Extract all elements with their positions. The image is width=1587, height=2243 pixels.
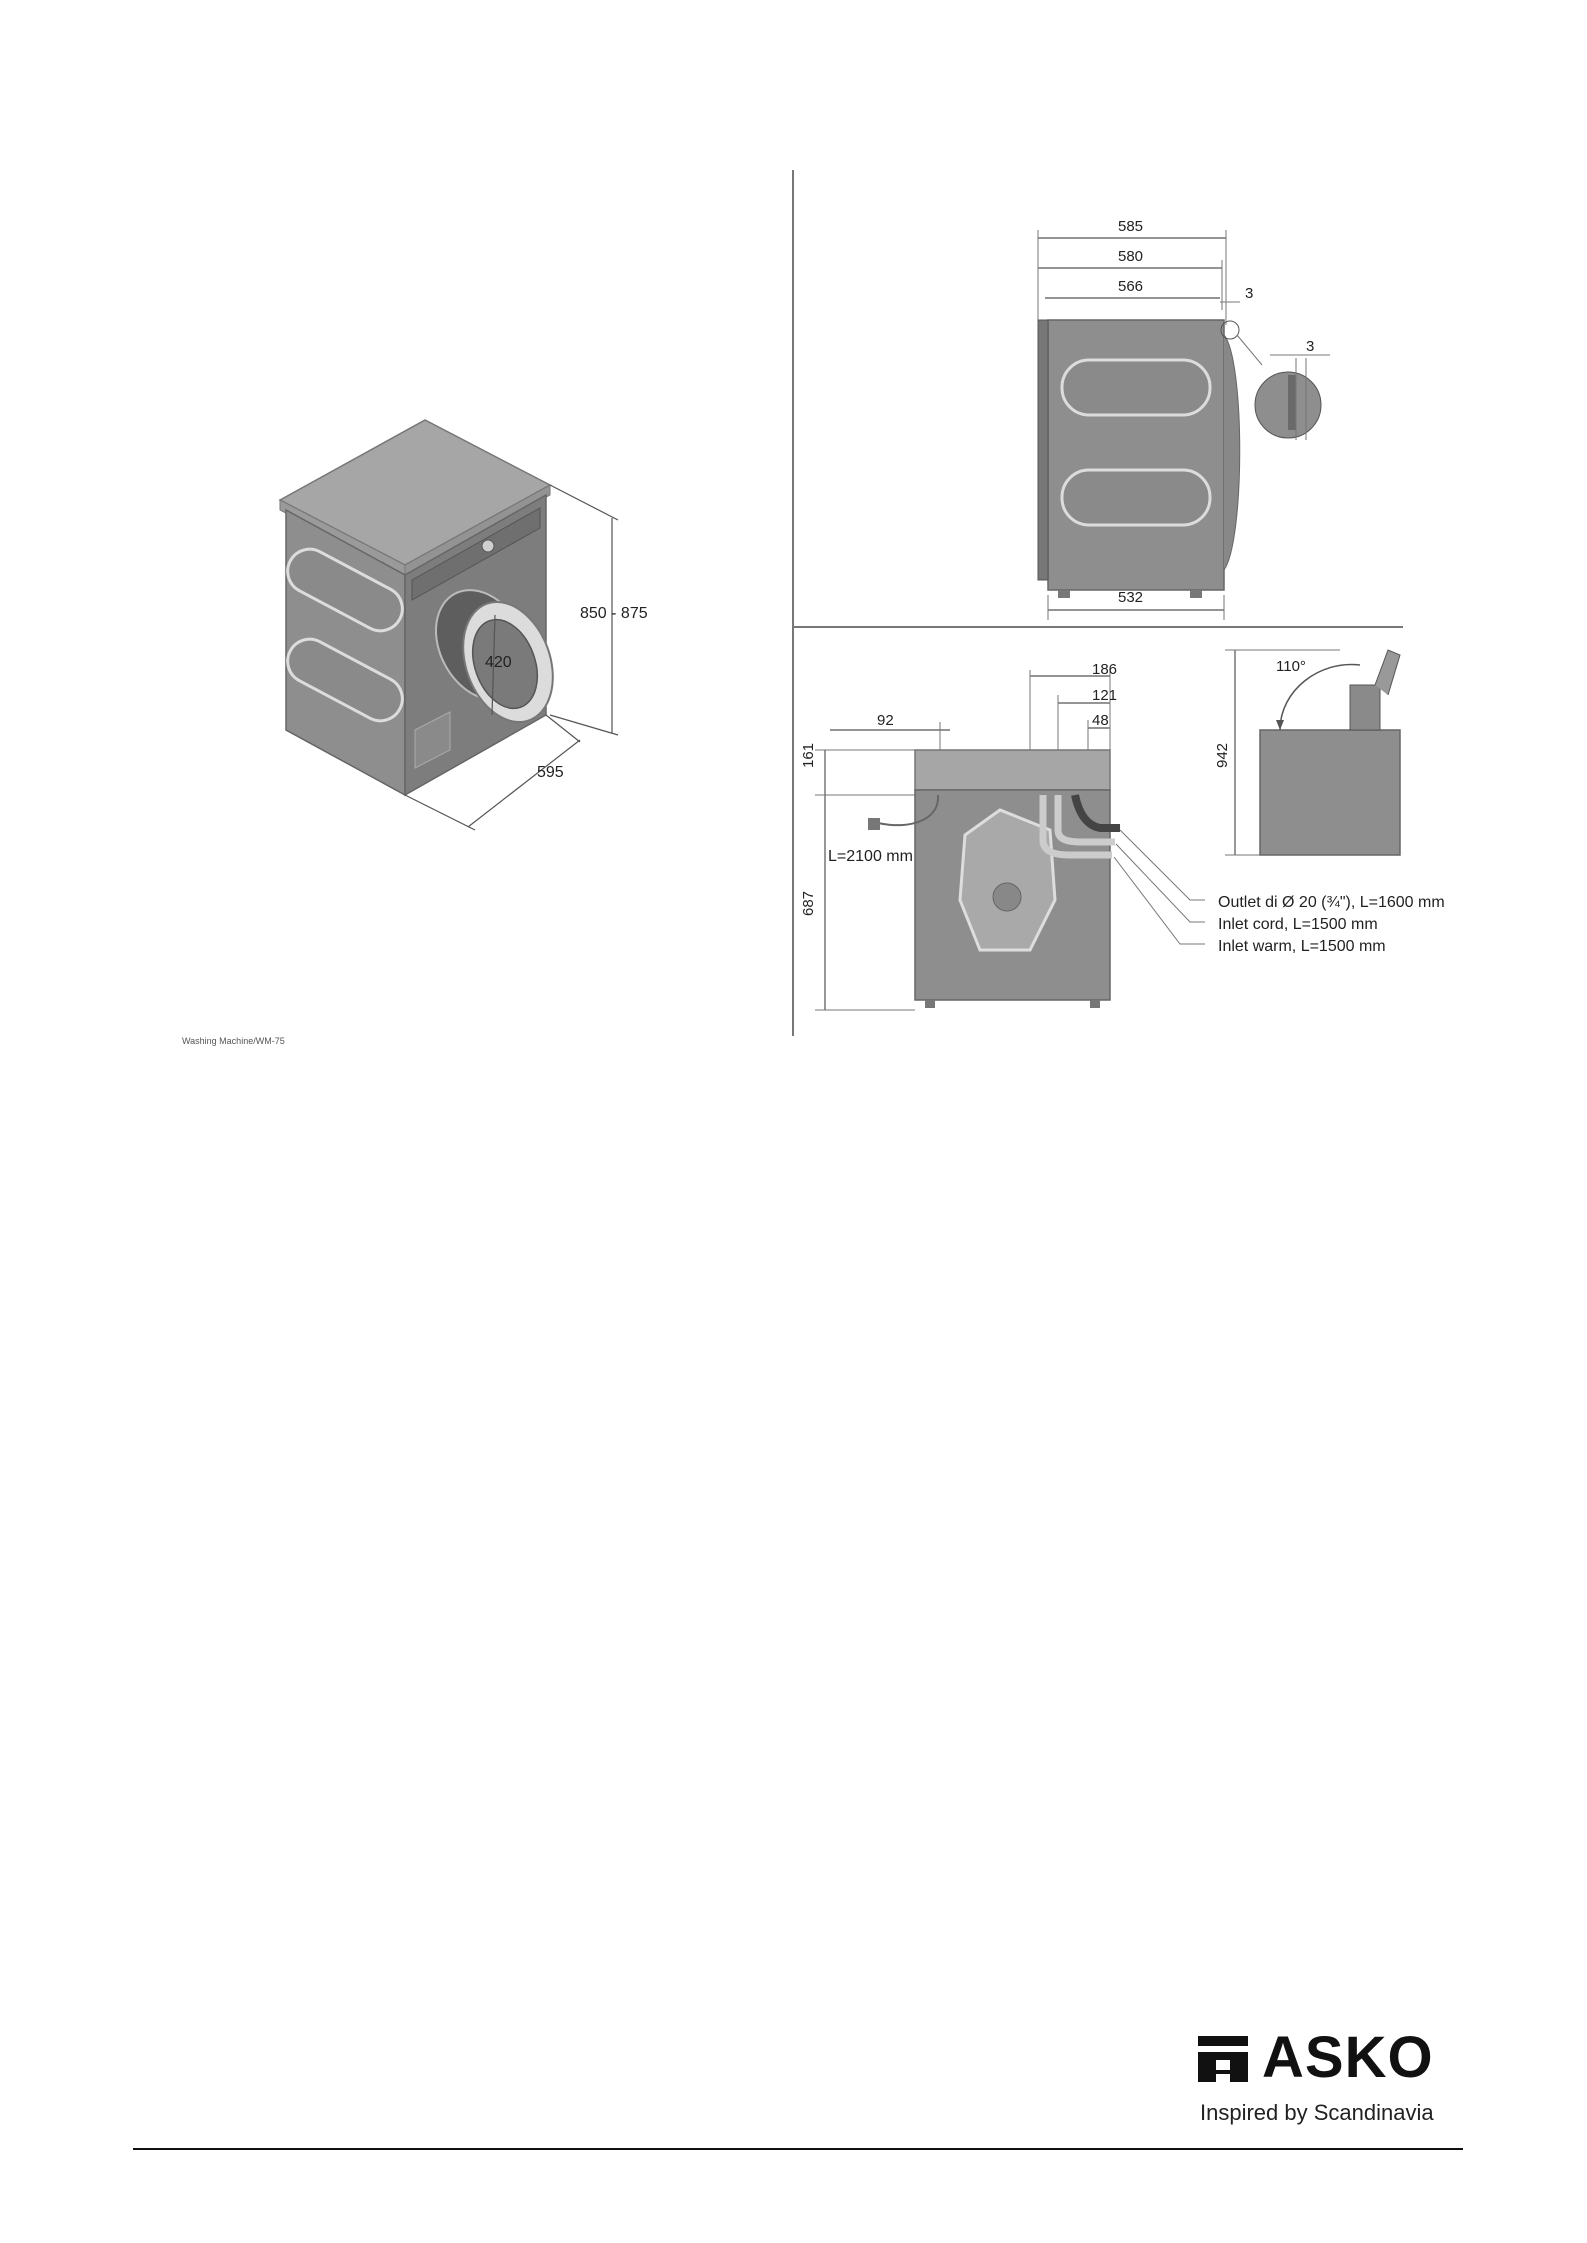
height-ext-bottom (550, 715, 618, 735)
width-dim-label: 595 (537, 764, 564, 781)
side-view (1030, 210, 1370, 630)
dim-580-label: 580 (1118, 248, 1144, 265)
lid-angle-label: 110° (1276, 658, 1306, 675)
rear-hub (993, 883, 1021, 911)
lid-view-drawer (1350, 685, 1380, 730)
power-cable-label: L=2100 mm (828, 848, 913, 865)
program-knob (482, 540, 494, 552)
side-pill-upper (1062, 360, 1210, 415)
dim-687-label: 687 (800, 890, 817, 916)
dim-92-label: 92 (877, 712, 894, 729)
dim-532-label: 532 (1118, 589, 1144, 606)
dim-3b-label: 3 (1306, 338, 1315, 355)
lid-angle-arrow (1276, 720, 1284, 730)
front-panel (1038, 320, 1048, 580)
inlet-cold-label: Inlet cord, L=1500 mm (1218, 916, 1378, 933)
side-pill-lower (1062, 470, 1210, 525)
dim-3a-label: 3 (1245, 285, 1254, 302)
power-plug (868, 818, 880, 830)
foot-rear (1190, 590, 1202, 598)
brand-name: ASKO (1262, 2025, 1434, 2090)
dim-942-label: 942 (1214, 742, 1231, 768)
inlet-warm-label: Inlet warm, L=1500 mm (1218, 938, 1386, 955)
detail-leader (1237, 335, 1262, 365)
outlet-leader (1120, 830, 1205, 900)
rear-top-panel (915, 750, 1110, 790)
dim-121-label: 121 (1092, 687, 1118, 704)
dim-585-label: 585 (1118, 218, 1144, 235)
rear-foot-left (925, 1000, 935, 1008)
rear-foot-right (1090, 1000, 1100, 1008)
asko-logo-icon (1198, 2036, 1248, 2082)
cold-leader (1116, 844, 1205, 922)
height-ext-top (550, 485, 618, 520)
dim-566-label: 566 (1118, 278, 1144, 295)
dim-48-label: 48 (1092, 712, 1109, 729)
outlet-label: Outlet di Ø 20 (¾"), L=1600 mm (1218, 894, 1445, 911)
width-dim-line (468, 740, 580, 827)
figure-caption: Washing Machine/WM-75 (182, 1036, 285, 1046)
height-dim-label: 850 - 875 (580, 605, 648, 622)
foot-front (1058, 590, 1070, 598)
rear-bulge (1224, 335, 1240, 570)
lid-view-body (1260, 730, 1400, 855)
vertical-divider (792, 170, 794, 1036)
detail-edge (1288, 375, 1296, 430)
dim-186-label: 186 (1092, 661, 1118, 678)
footer-rule (133, 2148, 1463, 2150)
width-ext-left (405, 795, 475, 830)
door-dim-label: 420 (485, 654, 512, 671)
dim-161-label: 161 (800, 742, 817, 768)
lid-open-view (1210, 640, 1410, 870)
brand-tagline: Inspired by Scandinavia (1200, 2100, 1434, 2125)
